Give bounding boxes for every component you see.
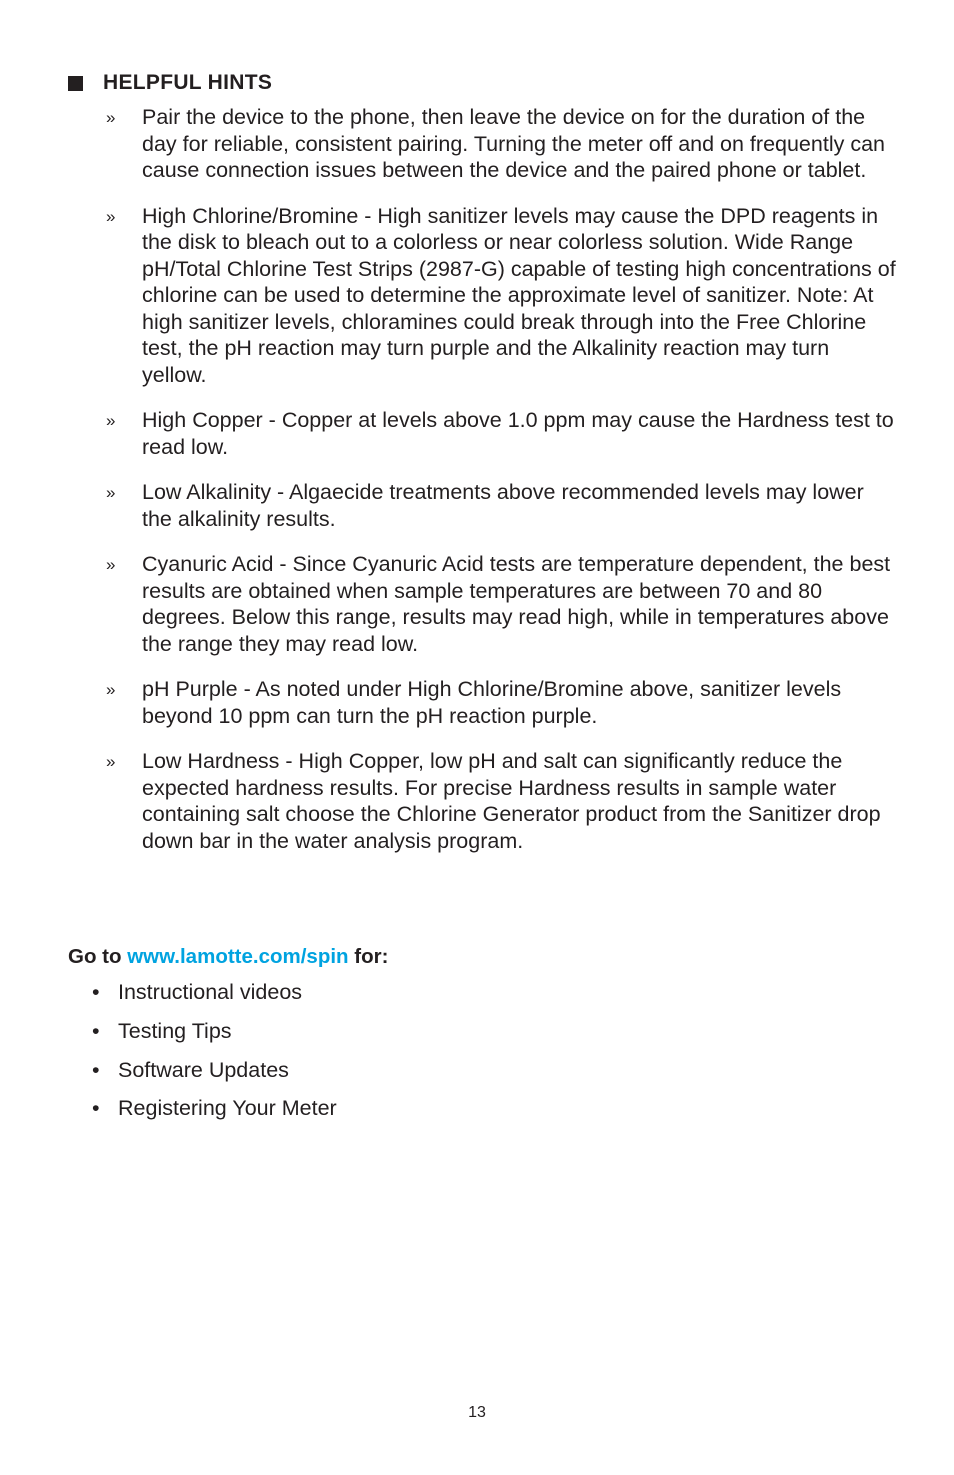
resources-list [92,976,337,1131]
hint-item [106,203,896,389]
list-item [92,1092,337,1124]
bullet-icon: • [92,1018,100,1043]
hints-list [106,104,896,873]
bullet-icon: • [92,1057,100,1082]
double-chevron-icon: » [106,108,116,127]
double-chevron-icon: » [106,680,116,699]
list-item [92,976,337,1008]
hint-text: Cyanuric Acid - Since Cyanuric Acid tests are temperature dependent, the best results are obtained when sample temperatures are between 70 and 80 degrees. Below this range, results may read high, while in temperatures above the range they may read low. [142,552,891,656]
lamotte-spin-link[interactable]: www.lamotte.com/spin [127,945,349,968]
bullet-icon: • [92,1096,100,1121]
hint-item [106,551,896,657]
page-number: 13 [468,1404,486,1421]
double-chevron-icon: » [106,483,116,502]
hint-item [106,676,896,729]
hint-text: Low Alkalinity - Algaecide treatments above recommended levels may lower the alkalinity results. [142,480,864,531]
resource-text: Instructional videos [118,980,303,1004]
double-chevron-icon: » [106,206,116,226]
hint-item [106,104,896,184]
double-chevron-icon: » [106,411,116,430]
section-heading [68,71,272,95]
bullet-icon: • [92,980,100,1004]
goto-prefix: Go to [68,945,122,968]
hint-item [106,748,896,854]
list-item [92,1015,337,1047]
double-chevron-icon: » [106,752,116,771]
double-chevron-icon: » [106,555,116,574]
hint-item [106,479,896,532]
square-bullet-icon [68,76,83,91]
section-heading-text: HELPFUL HINTS [103,71,273,94]
resource-text: Testing Tips [118,1018,232,1043]
goto-line [68,945,388,969]
list-item [92,1054,337,1086]
hint-item [106,407,896,460]
resource-text: Registering Your Meter [118,1096,337,1121]
hint-text: Pair the device to the phone, then leave the device on for the duration of the day for reliable, consistent pairing. Turning the meter off and on frequently can cause connection issues between the device and the paired phone or tablet. [142,105,885,182]
hint-text: pH Purple - As noted under High Chlorine/Bromine above, sanitizer levels beyond 10 ppm can turn the pH reaction purple. [142,677,842,728]
hint-text: High Chlorine/Bromine - High sanitizer levels may cause the DPD reagents in the disk to bleach out to a colorless or near colorless solution. Wide Range pH/Total Chlorine Test Strips (2987-G) capable of testing high concentrations of chlorine can be used to determine the approximate level of sanitizer. Note: At high sanitizer levels, chloramines could break through into the Free Chlorine test, the pH reaction may turn purple and the Alkalinity reaction may turn yellow. [142,203,896,387]
goto-suffix: for: [354,945,389,968]
hint-text: Low Hardness - High Copper, low pH and salt can significantly reduce the expected hardness results. For precise Hardness results in sample water containing salt choose the Chlorine Generator product from the Sanitizer drop down bar in the water analysis program. [142,749,881,853]
resource-text: Software Updates [118,1057,289,1082]
hint-text: High Copper - Copper at levels above 1.0 ppm may cause the Hardness test to read low. [142,408,894,459]
